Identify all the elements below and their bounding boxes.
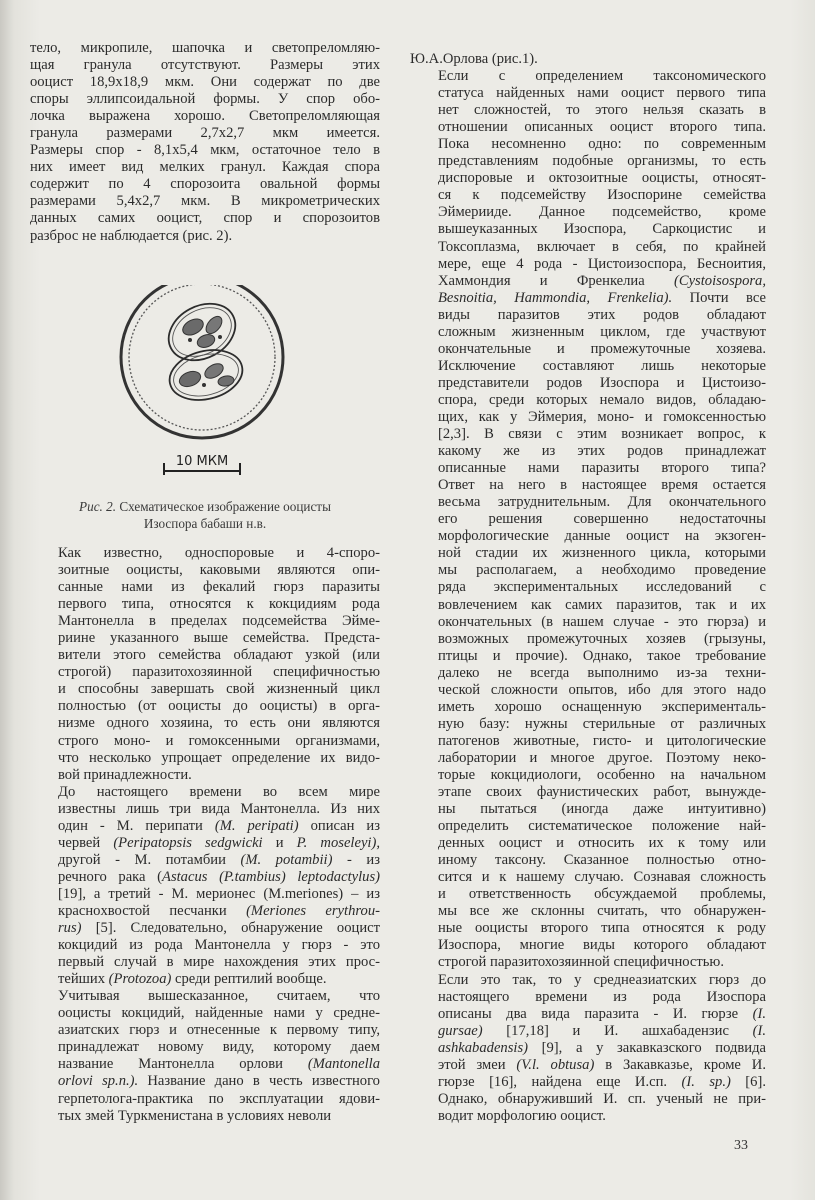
figure-caption [30,498,380,532]
text-line: ооцисты кокцидий, найденные нами у средне- [58,1005,380,1022]
text-line: Однако, обнаруживший И. сп. ученый не при- [438,1090,766,1107]
text-line: первый случай в мире нахождения этих прос- [58,954,380,971]
text-line: Мантонелла в пределах подсемейства Эйме- [58,613,380,630]
text-line: окончательных (в нашем случае - это гюрза) и [438,613,766,630]
text-line: один - М. перипати (M. peripati) описан из [58,817,381,834]
text-line: сится и к нашему случаю. Сознавая сложность [438,869,766,886]
text-line: тейших (Protozoa) среди рептилий вообще. [58,971,327,988]
text-line: вой принадлежности. [58,766,192,783]
text-line: строго моно- и гомоксенными организмами, [58,732,380,749]
oocyst-figure [30,285,380,475]
text-line: весьма затруднительным. Для окончательного [438,494,766,511]
text-line: Если это так, то у среднеазиатских гюрз до [438,971,766,988]
text-line: статуса найденных нами ооцист первого типа [438,85,766,102]
text-line: строгой) паразитохозяинной специфичностью [58,664,380,681]
text-line: азиатских гюрз и отнесенные к первому типу, [58,1022,380,1039]
scale-label: 10 МКМ [175,454,229,469]
text-line: и способны завершать свой жизненный цикл [58,681,380,698]
paragraph [410,51,766,68]
text-line: лочка выражена хорошо. Светопреломляющая [30,108,380,125]
left-column-lower [30,545,380,1125]
text-line: его решения совершенно недостаточны [438,511,766,528]
paragraph [30,784,380,989]
text-line: другой - М. потамбии (M. potambii) - из [58,851,380,868]
text-line: мы располагаем, а необходимо проведение [438,562,766,579]
text-line: торые кокцидиологи, особенно на начальном [438,766,766,783]
text-line: диспоровые и октозоитные ооцисты, относят- [438,170,766,187]
oocyst-icon [121,285,283,438]
text-line: червей (Peripatopsis sedgwicki и P. moseleyi), [58,834,380,851]
text-line: описаны два вида паразита - И. гюрзе (I. [438,1005,766,1022]
text-line: морфологические данные ооцист на экзоген- [438,528,766,545]
text-line: настоящего времени из рода Изоспора [438,988,766,1005]
text-line: Размеры спор - 8,1х5,4 мкм, остаточное тело в [30,142,380,159]
text-line: ооцист 18,9х18,9 мкм. Они содержат по две [30,74,380,91]
text-line: orlovi sp.n.). Название дано в честь известного [58,1073,380,1090]
text-line: строгой паразитохозяинной специфичностью. [438,954,724,971]
text-line: и ответственность обсуждаемой проблемы, [438,886,766,903]
figure-caption-line2: Изоспора бабаши н.в. [143,516,267,531]
text-line: риине указанного выше семейства. Предста- [58,630,380,647]
text-line: иному таксону. Сказанное полностью отно- [438,852,766,869]
page-number: 33 [734,1138,748,1153]
text-line: Исключение составляют лишь некоторые [438,357,766,374]
text-line: представлениям подобные организмы, то есть [438,153,766,170]
text-line: известны лишь три вида Мантонелла. Из них [58,800,380,817]
text-line: них имеет вид мелких гранул. Каждая спора [30,159,380,176]
text-line: разброс не наблюдается (рис. 2). [30,227,233,244]
text-line: принадлежат новому виду, которому даем [58,1039,380,1056]
text-line: [19], а третий - М. мерионес (М.meriones) – из [58,885,380,902]
text-line: Ю.А.Орлова (рис.1). [410,51,538,67]
text-line: первого типа, относятся к кокцидиям рода [58,596,380,613]
text-line: тых змей Туркменистана в условиях неволи [58,1107,332,1124]
text-line: мы все же склонны считать, что обнаружен- [438,903,766,920]
text-line: низме одного хозяина, то есть они являются [58,715,380,732]
paragraph [30,40,380,245]
text-line: споры эллипсоидальной формы. У спор обо- [30,91,380,108]
text-line: Токсоплазма, включает в себя, по крайней [438,238,766,255]
text-line: Изоспора, многие виды которого обладают [438,937,766,954]
text-line: нет сложностей, то этого нельзя сказать в [438,102,766,119]
text-line: Пока несомненно одно: по современным [438,136,766,153]
text-line: описанные нами паразиты второго типа? [438,460,766,477]
text-line: ную базу: нужны стерильные от различных [438,715,766,732]
text-line: вышеуказанных Изоспора, Саркоцистис и [438,221,766,238]
figure-caption-text: Схематическое изображение ооцисты [119,499,331,514]
text-line: ashkabadensis) [9], а у закавказского подвида [438,1039,766,1056]
text-line: красноxвостой песчанки (Meriones erythrou- [58,902,380,919]
text-line: гранула размерами 2,7х2,7 мкм имеется. [30,125,380,142]
text-line: ны пытаться (иногда даже интуитивно) [438,801,766,818]
text-line: этой змеи (V.l. obtusa) в Закавказье, кроме И. [438,1056,766,1073]
text-line: птицы и прочие). Однако, такое требование [438,647,766,664]
text-line: Ответ на него в настоящее время остается [438,477,766,494]
text-line: ся к подсемейству Изоспорине семейства [438,187,766,204]
text-line: кокцидий из рода Мантонелла у гюрз - это [58,937,380,954]
text-line: вовлечением как самих паразитов, так и их [438,596,766,613]
text-line: Besnoitia, Hammondia, Frenkelia). Почти все [438,289,766,306]
text-line: Как известно, односпоровые и 4-споро- [58,545,380,561]
paragraph [410,68,766,971]
text-line: виды паразитов этих родов обладают [438,306,766,323]
text-line: что несколько упрощает определение их видо- [58,749,380,766]
text-line: размерами 5,4х2,7 мкм. В микрометрических [30,193,380,210]
text-line: [2,3]. В связи с этим возникает вопрос, к [438,426,766,443]
paragraph [410,972,766,1125]
text-line: санные нами из фекалий гюрз паразиты [58,579,380,596]
text-line: лаборатории и многое другое. Поэтому неко- [438,749,766,766]
text-line: какому же из этих родов принадлежат [438,443,766,460]
text-line: этапе своих фаунистических работ, вынужде- [438,784,766,801]
text-line: далеко не всегда выполнимо из-за техни- [438,664,766,681]
text-line: ряда экспериментальных исследований с [438,579,766,596]
text-line: определить систематическое положение най- [438,818,766,835]
left-column [30,40,380,245]
text-line: Учитывая вышесказанное, считаем, что [58,988,380,1005]
text-line: возможных промежуточных хозяев (грызуны, [438,630,766,647]
text-line: До настоящего времени во всем мире [58,783,380,800]
text-line: ные ооцисты второго типа относятся к роду [438,920,766,937]
text-line: речного рака (Astacus (P.tambius) leptodactylus) [58,868,380,885]
text-line: Эймерииде. Данное подсемейство, кроме [438,204,766,221]
right-column [410,51,766,1125]
text-line: название Мантонелла орлови (Mantonella [58,1056,380,1073]
text-line: представители родов Изоспора и Цистоизо- [438,374,766,391]
text-line: rus) [5]. Следовательно, обнаружение ооцист [58,920,380,937]
text-line: денных ооцист и относить их к тому или [438,835,766,852]
text-line: отношении описанных ооцист второго типа. [438,119,766,136]
text-line: вители этого семейства обладают узкой (или [58,647,380,664]
text-line: патогенов животные, гисто- и цитологические [438,732,766,749]
text-line: герпетолога-практика по эксплуатации ядови- [58,1090,380,1107]
text-line: Хаммондия и Френкелиа (Cystoisospora, [438,272,766,289]
text-line: сложным жизненным циклом, где участвуют [438,323,766,340]
text-line: спора, среди которых немало видов, обладаю- [438,391,766,408]
text-line: гюрзе [16], найдена еще И.сп. (I. sp.) [6]. [438,1073,766,1090]
paragraph [30,545,380,784]
text-line: ческой сложности опытов, ибо для этого надо [438,681,766,698]
text-line: тело, микропиле, шапочка и светопреломляю- [30,40,380,56]
text-line: щая гранула отсутствуют. Размеры этих [30,57,380,74]
scale-bar [164,454,240,475]
text-line: мере, еще 4 рода - Цистоизоспора, Бесноития, [438,255,766,272]
text-line: содержит по 4 спорозоита овальной формы [30,176,380,193]
text-line: Если с определением таксономического [438,68,766,85]
text-line: окончательные и промежуточные хозяева. [438,340,766,357]
text-line: полностью (от ооцисты до ооцисты) в орга- [58,698,380,715]
text-line: данных самих ооцист, спор и спорозоитов [30,210,380,227]
text-line: gursae) [17,18] и И. ашхабадензис (I. [438,1022,766,1039]
text-line: ной стадии их жизненного цикла, которыми [438,545,766,562]
text-line: щих, как у Эймерия, моно- и гомоксенностью [438,408,766,425]
paragraph [30,988,380,1124]
text-line: иметь хорошо оснащенную эксперименталь- [438,698,766,715]
text-line: зоитные ооцисты, каковыми являются опи- [58,562,380,579]
figure-label: Рис. 2. [79,499,117,514]
text-line: водит морфологию ооцист. [438,1107,606,1124]
